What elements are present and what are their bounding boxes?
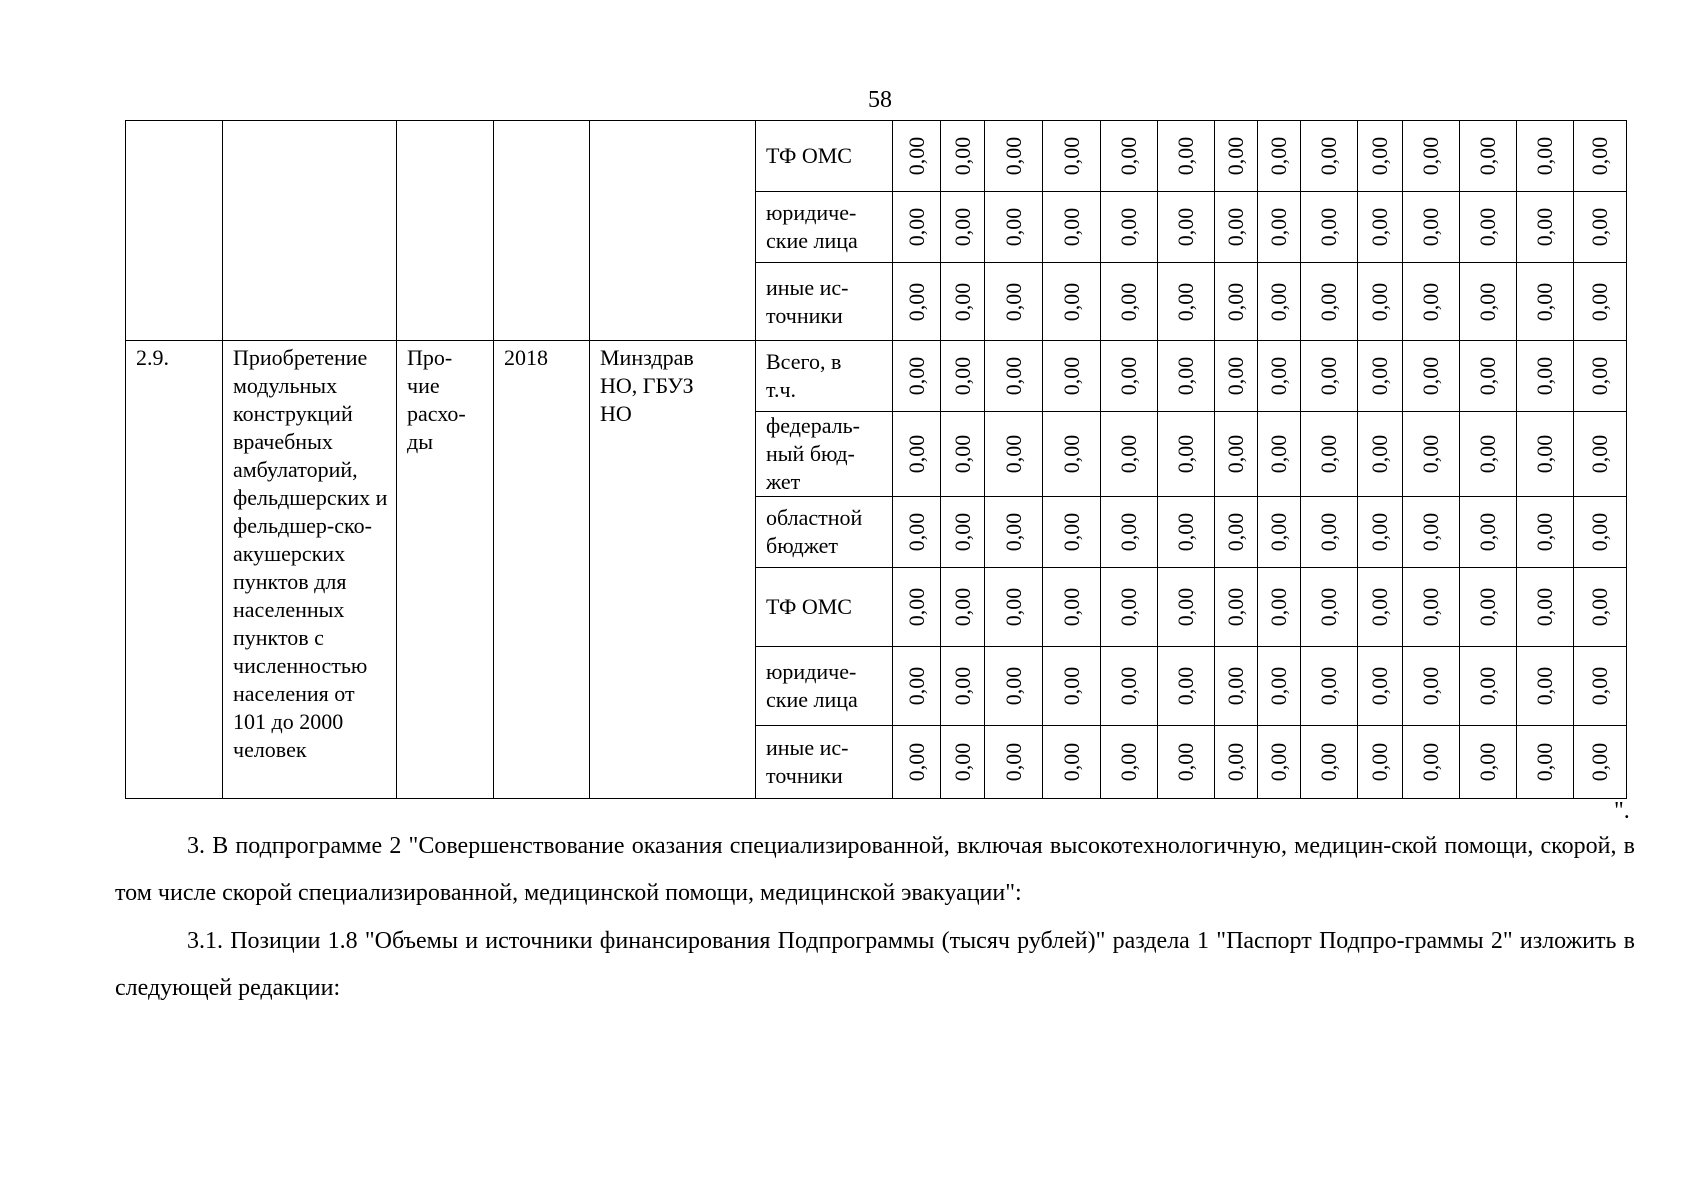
- amount-value: 0,00: [1316, 356, 1341, 396]
- amount-cell: [1403, 647, 1460, 726]
- amount-cell: [1517, 341, 1574, 412]
- amount-value: 0,00: [1223, 434, 1248, 474]
- amount-value: 0,00: [1266, 356, 1291, 396]
- amount-value: 0,00: [1587, 587, 1612, 627]
- amount-cell: [893, 192, 941, 263]
- amount-cell: [1158, 341, 1215, 412]
- amount-cell: [1215, 647, 1258, 726]
- amount-cell: [1574, 341, 1627, 412]
- amount-cell: [1258, 726, 1301, 799]
- amount-cell: [1301, 121, 1358, 192]
- amount-value: 0,00: [1266, 207, 1291, 247]
- amount-cell: [1358, 497, 1403, 568]
- amount-cell: [941, 726, 985, 799]
- amount-value: 0,00: [949, 512, 975, 552]
- amount-cell: [1301, 647, 1358, 726]
- amount-value: 0,00: [1367, 666, 1392, 706]
- amount-cell: [1517, 647, 1574, 726]
- amount-value: 0,00: [1587, 356, 1612, 396]
- expense-type: Про- чие расхо- ды: [397, 341, 494, 799]
- amount-value: 0,00: [1418, 356, 1443, 396]
- amount-value: 0,00: [1587, 136, 1612, 176]
- amount-value: 0,00: [1367, 742, 1392, 782]
- amount-cell: [1574, 568, 1627, 647]
- amount-value: 0,00: [1000, 207, 1026, 247]
- amount-value: 0,00: [903, 742, 929, 782]
- amount-cell: [1158, 192, 1215, 263]
- amount-cell: [1158, 121, 1215, 192]
- amount-cell: [1301, 341, 1358, 412]
- amount-value: 0,00: [1587, 512, 1612, 552]
- amount-cell: [1403, 192, 1460, 263]
- amount-cell: [893, 263, 941, 341]
- amount-cell: [1301, 726, 1358, 799]
- amount-cell: [1574, 192, 1627, 263]
- amount-value: 0,00: [1173, 207, 1198, 247]
- amount-cell: [941, 341, 985, 412]
- amount-cell: [1358, 341, 1403, 412]
- amount-cell: [893, 726, 941, 799]
- amount-value: 0,00: [1266, 742, 1291, 782]
- financing-table: [125, 120, 1627, 799]
- amount-cell: [893, 647, 941, 726]
- amount-value: 0,00: [1223, 282, 1248, 321]
- amount-value: 0,00: [1000, 136, 1026, 176]
- amount-value: 0,00: [1266, 666, 1291, 706]
- amount-cell: [1258, 263, 1301, 341]
- amount-cell: [1460, 192, 1517, 263]
- amount-value: 0,00: [1223, 587, 1248, 627]
- empty-cell: [223, 121, 397, 341]
- amount-value: 0,00: [949, 207, 975, 247]
- amount-cell: [1158, 726, 1215, 799]
- amount-cell: [1301, 192, 1358, 263]
- amount-cell: [985, 263, 1043, 341]
- amount-value: 0,00: [1587, 282, 1612, 321]
- amount-cell: [1517, 121, 1574, 192]
- amount-cell: [1258, 341, 1301, 412]
- amount-value: 0,00: [949, 356, 975, 396]
- amount-value: 0,00: [1532, 512, 1557, 552]
- amount-value: 0,00: [1418, 587, 1443, 627]
- amount-cell: [1101, 412, 1158, 497]
- amount-cell: [1403, 121, 1460, 192]
- amount-value: 0,00: [1418, 434, 1443, 474]
- amount-value: 0,00: [1367, 356, 1392, 396]
- amount-value: 0,00: [1316, 587, 1341, 627]
- paragraph-subprogram-2: 3. В подпрограмме 2 "Совершенствование оказания специализированной, включая высокотехнологичную, медицин-ской помощи, скорой, в том числе скорой специализированной, медицинской помощи, медицинской эвакуации":: [115, 833, 1635, 906]
- amount-value: 0,00: [1058, 282, 1084, 321]
- funding-source-label: иные ис- точники: [756, 726, 893, 799]
- amount-cell: [1258, 568, 1301, 647]
- amount-value: 0,00: [1058, 512, 1084, 552]
- amount-value: 0,00: [949, 282, 975, 321]
- amount-cell: [1215, 192, 1258, 263]
- amount-cell: [1043, 192, 1101, 263]
- amount-value: 0,00: [1367, 434, 1392, 474]
- amount-value: 0,00: [1223, 207, 1248, 247]
- amount-value: 0,00: [903, 512, 929, 552]
- amount-cell: [1517, 497, 1574, 568]
- amount-cell: [1043, 497, 1101, 568]
- amount-cell: [1043, 121, 1101, 192]
- amount-value: 0,00: [1475, 136, 1500, 176]
- amount-value: 0,00: [1116, 512, 1141, 552]
- amount-cell: [893, 121, 941, 192]
- amount-cell: [1403, 263, 1460, 341]
- amount-value: 0,00: [1367, 136, 1392, 176]
- amount-cell: [1043, 568, 1101, 647]
- amount-value: 0,00: [1587, 666, 1612, 706]
- amount-cell: [1574, 647, 1627, 726]
- amount-cell: [1215, 726, 1258, 799]
- amount-cell: [1460, 568, 1517, 647]
- amount-cell: [1460, 412, 1517, 497]
- amount-cell: [1215, 497, 1258, 568]
- amount-value: 0,00: [1532, 434, 1557, 474]
- amount-cell: [1403, 726, 1460, 799]
- amount-cell: [1258, 647, 1301, 726]
- amount-cell: [1215, 412, 1258, 497]
- amount-value: 0,00: [1173, 587, 1198, 627]
- amount-value: 0,00: [1475, 282, 1500, 321]
- funding-source-label: юридиче- ские лица: [756, 647, 893, 726]
- amount-value: 0,00: [1000, 587, 1026, 627]
- amount-value: 0,00: [1058, 666, 1084, 706]
- amount-cell: [1043, 263, 1101, 341]
- amount-value: 0,00: [1316, 207, 1341, 247]
- amount-value: 0,00: [903, 207, 929, 247]
- closing-quote: ".: [1614, 798, 1630, 824]
- amount-value: 0,00: [1223, 136, 1248, 176]
- amount-cell: [941, 192, 985, 263]
- amount-cell: [1158, 568, 1215, 647]
- amount-cell: [985, 412, 1043, 497]
- amount-value: 0,00: [1173, 666, 1198, 706]
- amount-value: 0,00: [1587, 434, 1612, 474]
- amount-value: 0,00: [1532, 207, 1557, 247]
- amount-value: 0,00: [1058, 742, 1084, 782]
- amount-cell: [1574, 726, 1627, 799]
- amount-cell: [1403, 341, 1460, 412]
- amount-value: 0,00: [1000, 434, 1026, 474]
- amount-cell: [941, 121, 985, 192]
- amount-value: 0,00: [1266, 136, 1291, 176]
- table-row: [126, 121, 1627, 192]
- amount-cell: [1460, 121, 1517, 192]
- amount-cell: [1574, 497, 1627, 568]
- amount-value: 0,00: [1173, 742, 1198, 782]
- amount-cell: [893, 568, 941, 647]
- amount-cell: [1358, 726, 1403, 799]
- amount-cell: [985, 121, 1043, 192]
- amount-value: 0,00: [1223, 356, 1248, 396]
- amount-cell: [893, 341, 941, 412]
- amount-cell: [893, 412, 941, 497]
- amount-value: 0,00: [949, 587, 975, 627]
- amount-cell: [1358, 263, 1403, 341]
- amount-cell: [1358, 412, 1403, 497]
- amount-cell: [1517, 726, 1574, 799]
- amount-value: 0,00: [1058, 434, 1084, 474]
- amount-value: 0,00: [1532, 282, 1557, 321]
- amount-value: 0,00: [1173, 434, 1198, 474]
- item-year: 2018: [494, 341, 590, 799]
- amount-cell: [1258, 121, 1301, 192]
- amount-cell: [1043, 647, 1101, 726]
- amount-value: 0,00: [1266, 512, 1291, 552]
- amount-value: 0,00: [903, 587, 929, 627]
- amount-value: 0,00: [1116, 207, 1141, 247]
- amount-value: 0,00: [1316, 282, 1341, 321]
- amount-cell: [1043, 412, 1101, 497]
- amount-cell: [1301, 568, 1358, 647]
- amount-value: 0,00: [1532, 587, 1557, 627]
- amount-cell: [985, 568, 1043, 647]
- amount-value: 0,00: [1367, 282, 1392, 321]
- amount-value: 0,00: [1367, 587, 1392, 627]
- empty-cell: [126, 121, 223, 341]
- amount-cell: [1517, 263, 1574, 341]
- amount-cell: [1460, 341, 1517, 412]
- amount-cell: [1258, 412, 1301, 497]
- table-row: [126, 341, 1627, 412]
- amount-value: 0,00: [1116, 666, 1141, 706]
- amount-value: 0,00: [1058, 207, 1084, 247]
- amount-value: 0,00: [1266, 434, 1291, 474]
- amount-cell: [1101, 263, 1158, 341]
- amount-value: 0,00: [1316, 136, 1341, 176]
- amount-value: 0,00: [1316, 434, 1341, 474]
- amount-cell: [1358, 192, 1403, 263]
- empty-cell: [590, 121, 756, 341]
- amount-value: 0,00: [1532, 742, 1557, 782]
- amount-cell: [1517, 568, 1574, 647]
- amount-value: 0,00: [1475, 742, 1500, 782]
- amount-cell: [1158, 412, 1215, 497]
- amount-value: 0,00: [1000, 282, 1026, 321]
- amount-value: 0,00: [1418, 666, 1443, 706]
- amount-value: 0,00: [1475, 434, 1500, 474]
- amount-cell: [941, 263, 985, 341]
- funding-source-label: ТФ ОМС: [756, 568, 893, 647]
- amount-value: 0,00: [903, 666, 929, 706]
- amount-cell: [1101, 121, 1158, 192]
- amount-value: 0,00: [903, 434, 929, 474]
- amount-value: 0,00: [1116, 136, 1141, 176]
- amount-cell: [1403, 568, 1460, 647]
- amount-value: 0,00: [1116, 742, 1141, 782]
- amount-value: 0,00: [1223, 742, 1248, 782]
- amount-value: 0,00: [1532, 136, 1557, 176]
- funding-source-label: федераль- ный бюд- жет: [756, 412, 893, 497]
- amount-cell: [1358, 121, 1403, 192]
- amount-cell: [1301, 497, 1358, 568]
- amount-cell: [1101, 192, 1158, 263]
- amount-value: 0,00: [1587, 742, 1612, 782]
- amount-value: 0,00: [1532, 356, 1557, 396]
- amount-cell: [1215, 263, 1258, 341]
- amount-cell: [1574, 412, 1627, 497]
- amount-cell: [1101, 568, 1158, 647]
- amount-cell: [1301, 412, 1358, 497]
- amount-value: 0,00: [1475, 587, 1500, 627]
- paragraph-position-1-8: 3.1. Позиции 1.8 "Объемы и источники финансирования Подпрограммы (тысяч рублей)" раздела 1 "Паспорт Подпро-граммы 2" изложить в следующей редакции:: [115, 928, 1635, 1001]
- amount-cell: [1215, 568, 1258, 647]
- amount-cell: [1517, 192, 1574, 263]
- amount-value: 0,00: [903, 282, 929, 321]
- empty-cell: [397, 121, 494, 341]
- amount-cell: [1101, 341, 1158, 412]
- amount-cell: [1574, 263, 1627, 341]
- amount-value: 0,00: [1266, 587, 1291, 627]
- amount-value: 0,00: [1000, 742, 1026, 782]
- amount-value: 0,00: [1367, 207, 1392, 247]
- amount-cell: [1101, 647, 1158, 726]
- amount-value: 0,00: [1173, 512, 1198, 552]
- amount-value: 0,00: [903, 356, 929, 396]
- amount-cell: [1358, 647, 1403, 726]
- amount-value: 0,00: [1266, 282, 1291, 321]
- funding-source-label: юридиче- ские лица: [756, 192, 893, 263]
- amount-value: 0,00: [1316, 512, 1341, 552]
- amount-value: 0,00: [1418, 207, 1443, 247]
- amount-value: 0,00: [1058, 356, 1084, 396]
- page-number: 58: [868, 87, 892, 113]
- amount-value: 0,00: [949, 742, 975, 782]
- amount-value: 0,00: [1367, 512, 1392, 552]
- amount-value: 0,00: [1223, 666, 1248, 706]
- amount-cell: [1358, 568, 1403, 647]
- amount-cell: [1258, 497, 1301, 568]
- amount-value: 0,00: [1000, 666, 1026, 706]
- amount-value: 0,00: [1475, 207, 1500, 247]
- amount-cell: [985, 192, 1043, 263]
- amount-cell: [985, 341, 1043, 412]
- amount-cell: [1158, 647, 1215, 726]
- amount-value: 0,00: [1000, 356, 1026, 396]
- amount-value: 0,00: [949, 434, 975, 474]
- amount-cell: [1215, 121, 1258, 192]
- amount-cell: [1460, 647, 1517, 726]
- amount-value: 0,00: [1058, 587, 1084, 627]
- amount-cell: [1460, 726, 1517, 799]
- amount-cell: [1101, 726, 1158, 799]
- amount-value: 0,00: [949, 666, 975, 706]
- funding-source-label: Всего, в т.ч.: [756, 341, 893, 412]
- amount-cell: [941, 497, 985, 568]
- funding-source-label: ТФ ОМС: [756, 121, 893, 192]
- amount-value: 0,00: [1223, 512, 1248, 552]
- amount-cell: [1403, 497, 1460, 568]
- amount-cell: [941, 568, 985, 647]
- amount-value: 0,00: [949, 136, 975, 176]
- amount-cell: [985, 647, 1043, 726]
- amount-value: 0,00: [1418, 742, 1443, 782]
- amount-cell: [1101, 497, 1158, 568]
- item-executor: Минздрав НО, ГБУЗ НО: [590, 341, 756, 799]
- item-number: 2.9.: [126, 341, 223, 799]
- amount-value: 0,00: [1116, 356, 1141, 396]
- amount-cell: [1258, 192, 1301, 263]
- amount-cell: [1215, 341, 1258, 412]
- amount-cell: [985, 726, 1043, 799]
- amount-value: 0,00: [1316, 666, 1341, 706]
- amount-cell: [1460, 497, 1517, 568]
- amount-value: 0,00: [1475, 356, 1500, 396]
- amount-cell: [1158, 263, 1215, 341]
- funding-source-label: областной бюджет: [756, 497, 893, 568]
- item-name: Приобретение модульных конструкций врачебных амбулаторий, фельдшерских и фельдшер-ско-акушерских пунктов для населенных пунктов с численностью населения от 101 до 2000 человек: [223, 341, 397, 799]
- amount-cell: [1043, 726, 1101, 799]
- amount-cell: [1574, 121, 1627, 192]
- amount-value: 0,00: [1475, 512, 1500, 552]
- amount-value: 0,00: [1418, 282, 1443, 321]
- amount-value: 0,00: [1316, 742, 1341, 782]
- amount-value: 0,00: [1173, 136, 1198, 176]
- amount-value: 0,00: [1058, 136, 1084, 176]
- amount-value: 0,00: [1116, 587, 1141, 627]
- amount-value: 0,00: [1587, 207, 1612, 247]
- empty-cell: [494, 121, 590, 341]
- amount-cell: [941, 412, 985, 497]
- amount-cell: [985, 497, 1043, 568]
- amount-value: 0,00: [1418, 512, 1443, 552]
- amount-cell: [893, 497, 941, 568]
- amount-value: 0,00: [1532, 666, 1557, 706]
- amount-cell: [941, 647, 985, 726]
- amount-cell: [1301, 263, 1358, 341]
- amount-cell: [1403, 412, 1460, 497]
- funding-source-label: иные ис- точники: [756, 263, 893, 341]
- amount-value: 0,00: [1418, 136, 1443, 176]
- amount-value: 0,00: [1173, 282, 1198, 321]
- amount-value: 0,00: [1475, 666, 1500, 706]
- amount-value: 0,00: [903, 136, 929, 176]
- amount-cell: [1043, 341, 1101, 412]
- amount-cell: [1517, 412, 1574, 497]
- amount-value: 0,00: [1116, 282, 1141, 321]
- amount-value: 0,00: [1173, 356, 1198, 396]
- amount-value: 0,00: [1000, 512, 1026, 552]
- amount-cell: [1460, 263, 1517, 341]
- amount-cell: [1158, 497, 1215, 568]
- amount-value: 0,00: [1116, 434, 1141, 474]
